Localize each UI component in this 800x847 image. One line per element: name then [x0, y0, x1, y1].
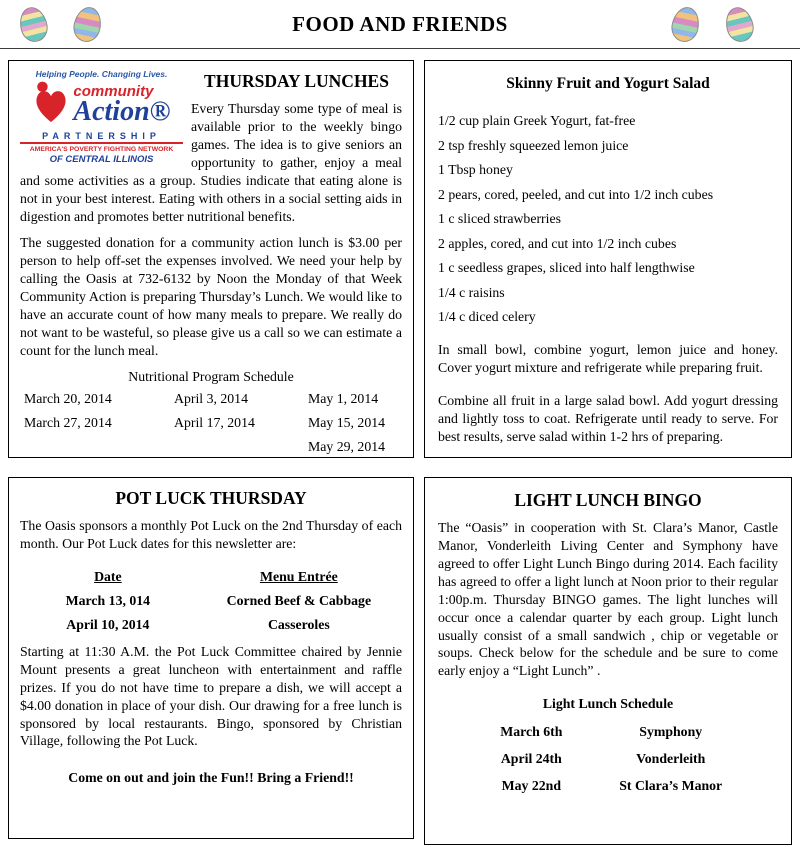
- pot-luck-row: [20, 593, 402, 609]
- pot-luck-date: April 10, 2014: [66, 616, 150, 632]
- recipe-ingredient: 2 pears, cored, peeled, and cut into 1/2 inch cubes: [438, 186, 714, 202]
- schedule-date: May 15, 2014: [308, 414, 386, 430]
- schedule-date: May 29, 2014: [308, 438, 386, 454]
- logo-action-text: Action®: [73, 96, 171, 128]
- pot-luck-title: POT LUCK THURSDAY: [115, 488, 307, 508]
- heart-person-icon: [32, 80, 70, 129]
- pot-luck-row: [20, 617, 402, 633]
- pot-luck-menu: Corned Beef & Cabbage: [226, 592, 372, 608]
- recipe-ingredient: 1 c seedless grapes, sliced into half lengthwise: [438, 260, 695, 276]
- light-lunch-row: [469, 778, 748, 794]
- recipe-title: Skinny Fruit and Yogurt Salad: [506, 75, 710, 92]
- recipe-ingredient: 1/2 cup plain Greek Yogurt, fat-free: [438, 113, 636, 128]
- logo-wordmark: [20, 80, 183, 129]
- light-lunch-schedule-table: [469, 724, 748, 794]
- light-lunch-schedule-title: Light Lunch Schedule: [542, 696, 674, 712]
- thursday-lunches-paragraph-2: The suggested donation for a community action lunch is $3.00 per person to help off-set the expenses involved. We need your help by calling the Oasis at 732-6132 by Noon the Monday of that Week Community Action is preparing Thursday’s Lunch. We would like to have an accurate count of how many meals to prepare. We really do not want to be wasteful, so please give us a call so we can estimate a count for the lunch meal.: [20, 235, 402, 358]
- nutritional-schedule-title: Nutritional Program Schedule: [128, 368, 294, 384]
- pot-luck-date-header: Date: [94, 568, 122, 584]
- thursday-lunches-paragraph-1: Every Thursday some type of meal is available prior to the weekly bingo games. The idea is to give seniors an opportunity to gather, enjoy a meal and some activities as a group. Studies indicate that eating alone is not in your best interest. Eating with others in a social setting aids in digestion and promotes better nutritional benefits.: [20, 101, 402, 224]
- pot-luck-footer: Come on out and join the Fun!! Bring a Friend!!: [68, 770, 354, 786]
- light-lunch-paragraph: The “Oasis” in cooperation with St. Clara’s Manor, Castle Manor, Vonderleith Living Center and Symphony have agreed to offer Light Lunch Bingo during 2014. Each facility has agreed to offer a light lunch at Noon prior to their regular 1:00p.m. Thursday BINGO games. The light lunches will occur once a calendar quarter by each group. Light lunch usually consist of a small sandwich , chip or vegetable or soups. Check below for the schedule and be sure to come early enjoy a “Light Lunch” .: [438, 520, 778, 679]
- schedule-date: April 17, 2014: [174, 414, 255, 430]
- nutritional-schedule-table: [20, 391, 402, 455]
- logo-network-text: AMERICA'S POVERTY FIGHTING NETWORK: [29, 146, 174, 153]
- thursday-lunches-panel: [8, 60, 414, 458]
- masthead: [0, 0, 800, 49]
- light-lunch-date: March 6th: [500, 724, 563, 740]
- thursday-lunches-title: THURSDAY LUNCHES: [204, 71, 389, 91]
- light-lunch-panel: [424, 477, 792, 845]
- logo-community-text: community: [73, 83, 154, 101]
- pot-luck-paragraph: Starting at 11:30 A.M. the Pot Luck Committee chaired by Jennie Mount presents a great luncheon with entertainment and raffle prizes. If you do not have time to prepare a dish, we will accept a $4.00 donation in place of your dish. Our drawing for a free lunch is sponsored by local restaurants. Bingo, sponsored by Christian Village, following the Pot Luck.: [20, 643, 402, 749]
- pot-luck-intro: The Oasis sponsors a monthly Pot Luck on the 2nd Thursday of each month. Our Pot Luck dates for this newsletter are:: [20, 518, 402, 551]
- pot-luck-panel: [8, 477, 414, 839]
- recipe-panel: [424, 60, 792, 458]
- schedule-date: [174, 439, 308, 455]
- pot-luck-table: [20, 569, 402, 633]
- recipe-ingredient: 1/4 c diced celery: [438, 309, 536, 325]
- light-lunch-date: April 24th: [500, 751, 562, 767]
- light-lunch-place: St Clara’s Manor: [619, 778, 723, 794]
- light-lunch-row: [469, 724, 748, 740]
- recipe-step-1: In small bowl, combine yogurt, lemon juice and honey. Cover yogurt mixture and refrigerate while preparing fruit.: [438, 341, 778, 375]
- light-lunch-row: [469, 751, 748, 767]
- light-lunch-place: Symphony: [639, 724, 703, 740]
- pot-luck-menu-header: Menu Entrée: [259, 568, 338, 584]
- recipe-ingredient: 1 c sliced strawberries: [438, 211, 561, 227]
- schedule-date: [24, 439, 174, 455]
- page-title: FOOD AND FRIENDS: [292, 12, 508, 36]
- recipe-step-2: Combine all fruit in a large salad bowl. Add yogurt dressing and lightly toss to coat. Refrigerate until ready to serve. For best results, serve salad within 1-2 hrs of preparing.: [438, 392, 778, 444]
- schedule-date: April 3, 2014: [174, 390, 248, 406]
- light-lunch-title: LIGHT LUNCH BINGO: [514, 490, 702, 510]
- pot-luck-date: March 13, 014: [65, 592, 151, 608]
- recipe-ingredient: 2 apples, cored, and cut into 1/2 inch cubes: [438, 235, 677, 251]
- light-lunch-date: May 22nd: [501, 778, 562, 794]
- community-action-logo: [20, 69, 183, 165]
- pot-luck-menu: Casseroles: [267, 616, 330, 632]
- light-lunch-place: Vonderleith: [636, 751, 706, 767]
- logo-partnership-text: PARTNERSHIP: [20, 131, 183, 144]
- recipe-ingredient: 1/4 c raisins: [438, 284, 505, 300]
- recipe-ingredient: 1 Tbsp honey: [438, 162, 513, 178]
- logo-tagline: Helping People. Changing Lives.: [35, 69, 168, 79]
- schedule-date: May 1, 2014: [308, 390, 379, 406]
- schedule-date: March 20, 2014: [24, 390, 112, 406]
- schedule-date: March 27, 2014: [24, 414, 112, 430]
- pot-luck-header-row: [20, 569, 402, 585]
- recipe-ingredient: 2 tsp freshly squeezed lemon juice: [438, 137, 629, 153]
- logo-state-text: OF CENTRAL ILLINOIS: [49, 154, 154, 165]
